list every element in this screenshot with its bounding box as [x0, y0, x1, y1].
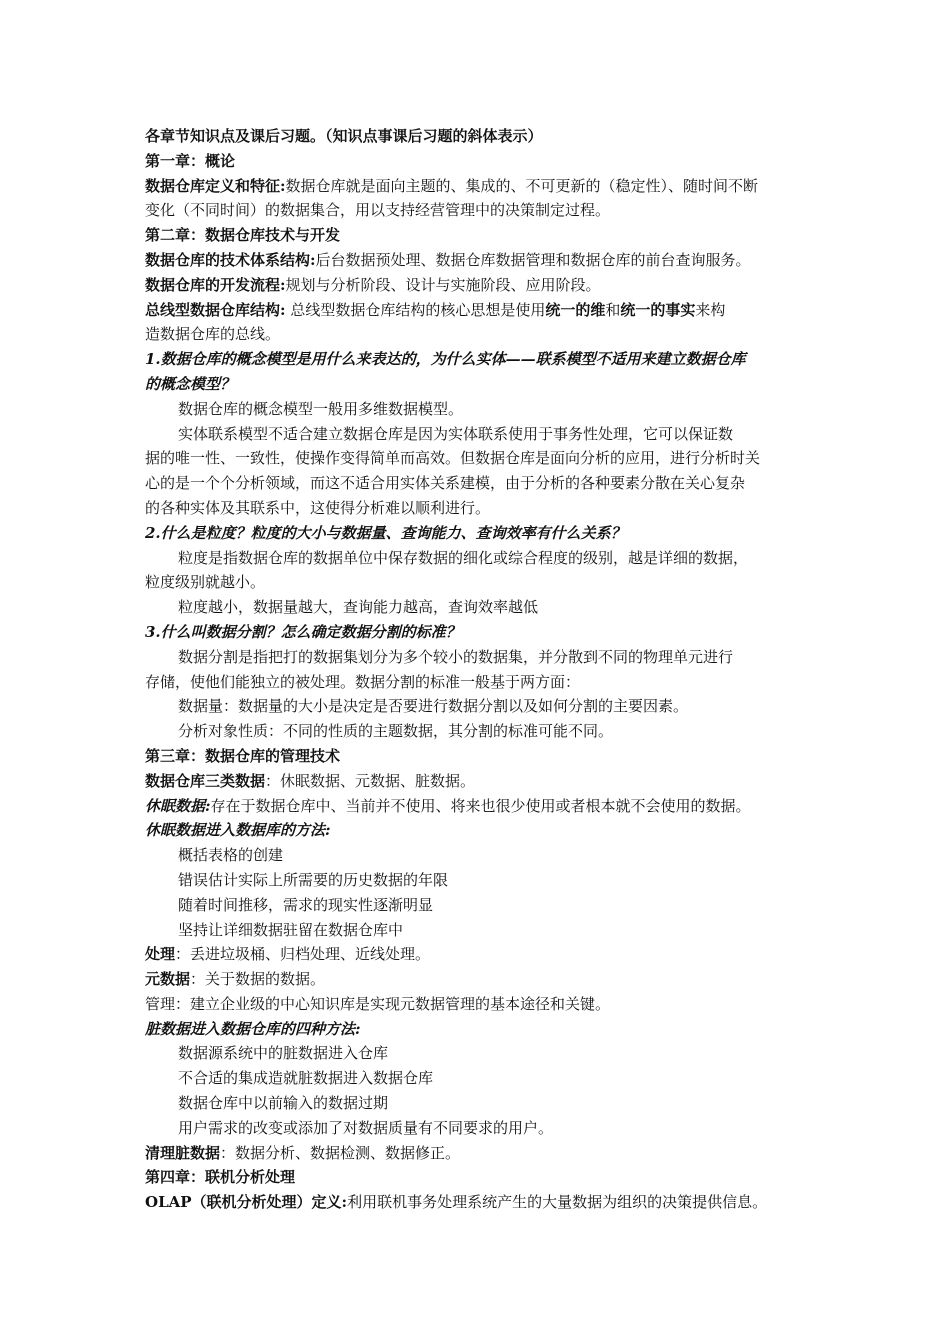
question-line [145, 818, 825, 843]
paragraph-text: 不合适的集成造就脏数据进入数据仓库 [178, 1069, 434, 1088]
paragraph-line [145, 322, 825, 347]
section-heading [145, 1165, 825, 1190]
text-run: 和 [605, 300, 621, 319]
paragraph-text: 粒度越小，数据量越大，查询能力越高，查询效率越低 [178, 598, 539, 617]
heading-text: 第一章：概论 [145, 151, 236, 170]
paragraph-text: 实体联系模型不适合建立数据仓库是因为实体联系使用于事务性处理，它可以保证数 [178, 424, 734, 443]
indented-paragraph-line [145, 1066, 825, 1091]
question-text: 休眠数据进入数据库的方法: [145, 821, 331, 840]
paragraph-line [145, 670, 825, 695]
term-definition-line [145, 248, 825, 273]
indented-paragraph-line [145, 843, 825, 868]
question-line [145, 620, 825, 645]
paragraph-text: 数据源系统中的脏数据进入仓库 [178, 1044, 389, 1063]
question-line [145, 521, 825, 546]
paragraph-text: 粒度是指数据仓库的数据单位中保存数据的细化或综合程度的级别，越是详细的数据， [178, 548, 749, 567]
question-line [145, 1017, 825, 1042]
question-text: 1.数据仓库的概念模型是用什么来表达的，为什么实体——联系模型不适用来建立数据仓库 [145, 350, 746, 369]
indented-paragraph-line [145, 422, 825, 447]
term-label: 数据仓库定义和特征: [145, 176, 286, 195]
indented-paragraph-line [145, 719, 825, 744]
mixed-format-line [145, 298, 825, 323]
text-run: 总线型数据仓库结构: [145, 300, 286, 319]
paragraph-line [145, 570, 825, 595]
term-label: 元数据 [145, 970, 191, 989]
term-body: ：数据分析、数据检测、数据修正。 [220, 1143, 461, 1162]
text-run: 总线型数据仓库结构的核心思想是使用 [285, 300, 546, 319]
heading-text: 第三章：数据仓库的管理技术 [145, 746, 341, 765]
paragraph-text: 数据量：数据量的大小是决定是否要进行数据分割以及如何分割的主要因素。 [178, 697, 689, 716]
indented-paragraph-line [145, 1091, 825, 1116]
paragraph-text: 分析对象性质：不同的性质的主题数据，其分割的标准可能不同。 [178, 722, 614, 741]
term-body: 数据仓库就是面向主题的、集成的、不可更新的（稳定性）、随时间不断 [285, 176, 759, 195]
section-heading [145, 223, 825, 248]
term-body: 利用联机事务处理系统产生的大量数据为组织的决策提供信息。 [347, 1193, 768, 1212]
section-heading [145, 124, 825, 149]
question-text: 脏数据进入数据仓库的四种方法: [145, 1019, 361, 1038]
term-label: 数据仓库的技术体系结构: [145, 250, 316, 269]
paragraph-line [145, 992, 825, 1017]
paragraph-text: 错误估计实际上所需要的历史数据的年限 [178, 870, 449, 889]
heading-text: 第四章：联机分析处理 [145, 1168, 296, 1187]
question-text: 的概念模型？ [145, 374, 236, 393]
indented-paragraph-line [145, 546, 825, 571]
question-text: 3.什么叫数据分割？怎么确定数据分割的标准？ [145, 622, 461, 641]
indented-paragraph-line [145, 1116, 825, 1141]
term-body: ：丢进垃圾桶、归档处理、近线处理。 [175, 945, 431, 964]
term-definition-line [145, 174, 825, 199]
section-heading [145, 744, 825, 769]
paragraph-text: 数据分割是指把打的数据集划分为多个较小的数据集，并分散到不同的物理单元进行 [178, 647, 734, 666]
term-label: 数据仓库的开发流程: [145, 275, 286, 294]
text-run: 统一的维 [545, 300, 606, 319]
heading-text: 第二章：数据仓库技术与开发 [145, 226, 341, 245]
paragraph-text: 坚持让详细数据驻留在数据仓库中 [178, 920, 404, 939]
indented-paragraph-line [145, 918, 825, 943]
term-definition-line [145, 942, 825, 967]
paragraph-text: 随着时间推移，需求的现实性逐渐明显 [178, 895, 434, 914]
term-definition-line [145, 273, 825, 298]
indented-paragraph-line [145, 1041, 825, 1066]
paragraph-text: 数据仓库的概念模型一般用多维数据模型。 [178, 399, 464, 418]
indented-paragraph-line [145, 694, 825, 719]
paragraph-line [145, 446, 825, 471]
question-line [145, 372, 825, 397]
term-definition-line [145, 769, 825, 794]
term-label: 休眠数据: [145, 796, 211, 815]
term-body: 存在于数据仓库中、当前并不使用、将来也很少使用或者根本就不会使用的数据。 [210, 796, 751, 815]
paragraph-text: 数据仓库中以前输入的数据过期 [178, 1094, 389, 1113]
indented-paragraph-line [145, 397, 825, 422]
term-label: OLAP（联机分析处理）定义: [145, 1193, 348, 1212]
paragraph-line [145, 198, 825, 223]
term-body: ：关于数据的数据。 [190, 970, 326, 989]
paragraph-text: 的各种实体及其联系中，这使得分析难以顺利进行。 [145, 498, 491, 517]
term-definition-line [145, 794, 825, 819]
paragraph-text: 心的是一个个分析领域，而这不适合用实体关系建模，由于分析的各种要素分散在关心复杂 [145, 474, 746, 493]
term-definition-line [145, 1141, 825, 1166]
term-body: ：休眠数据、元数据、脏数据。 [265, 771, 476, 790]
paragraph-text: 造数据仓库的总线。 [145, 325, 281, 344]
paragraph-text: 存储，使他们能独立的被处理。数据分割的标准一般基于两方面： [145, 672, 581, 691]
paragraph-line [145, 496, 825, 521]
document-page [145, 124, 825, 1215]
paragraph-text: 据的唯一性、一致性，使操作变得简单而高效。但数据仓库是面向分析的应用，进行分析时关 [145, 449, 761, 468]
section-heading [145, 149, 825, 174]
term-label: 清理脏数据 [145, 1143, 221, 1162]
paragraph-line [145, 471, 825, 496]
term-definition-line [145, 967, 825, 992]
text-run: 统一的事实 [620, 300, 696, 319]
heading-text: 各章节知识点及课后习题。（知识点事课后习题的斜体表示） [145, 127, 543, 145]
indented-paragraph-line [145, 645, 825, 670]
term-body: 规划与分析阶段、设计与实施阶段、应用阶段。 [285, 275, 601, 294]
text-run: 来构 [695, 300, 726, 319]
paragraph-text: 管理：建立企业级的中心知识库是实现元数据管理的基本途径和关键。 [145, 994, 611, 1013]
term-definition-line [145, 1190, 825, 1215]
term-label: 数据仓库三类数据 [145, 771, 266, 790]
indented-paragraph-line [145, 868, 825, 893]
paragraph-text: 用户需求的改变或添加了对数据质量有不同要求的用户。 [178, 1118, 554, 1137]
question-text: 2.什么是粒度？粒度的大小与数据量、查询能力、查询效率有什么关系？ [145, 523, 626, 542]
question-line [145, 347, 825, 372]
paragraph-text: 变化（不同时间）的数据集合，用以支持经营管理中的决策制定过程。 [145, 201, 611, 220]
term-body: 后台数据预处理、数据仓库数据管理和数据仓库的前台查询服务。 [315, 250, 751, 269]
term-label: 处理 [145, 945, 176, 964]
indented-paragraph-line [145, 595, 825, 620]
paragraph-text: 概括表格的创建 [178, 846, 284, 865]
paragraph-text: 粒度级别就越小。 [145, 573, 266, 592]
indented-paragraph-line [145, 893, 825, 918]
